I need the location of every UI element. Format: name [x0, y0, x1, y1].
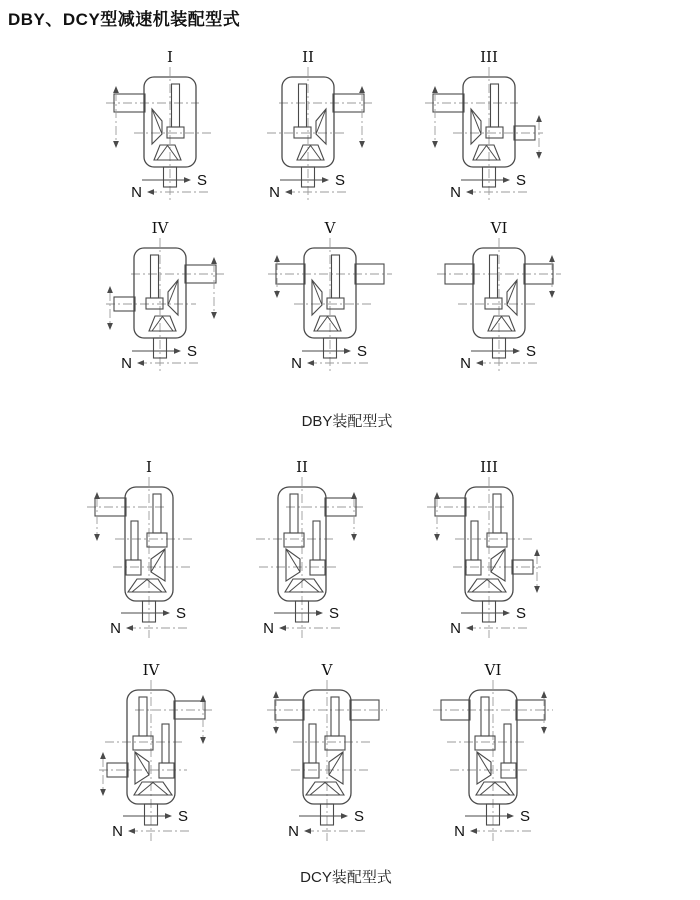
direction-arrow	[165, 813, 172, 819]
direction-arrow	[432, 86, 438, 93]
direction-arrow	[359, 86, 365, 93]
direction-arrow	[94, 492, 100, 499]
s-label: S	[516, 605, 527, 622]
gear-shaft	[490, 255, 498, 298]
direction-arrow	[274, 255, 280, 262]
gear-detail-line	[471, 109, 481, 134]
direction-arrow	[137, 360, 144, 366]
direction-arrow	[536, 115, 542, 122]
n-label: N	[460, 355, 471, 372]
diagram-label: V	[321, 661, 333, 679]
diagram-dby-IV	[106, 219, 224, 373]
s-label: S	[357, 343, 368, 360]
gear-shaft	[331, 697, 339, 736]
direction-arrow	[147, 189, 154, 195]
gear-block	[313, 521, 320, 560]
diagram-dby-VI	[437, 219, 561, 373]
bevel-pinion	[168, 280, 178, 315]
direction-arrow	[316, 610, 323, 616]
bevel-pinion	[491, 549, 505, 581]
n-label: N	[450, 620, 461, 637]
direction-arrow	[549, 255, 555, 262]
gear-block	[147, 533, 167, 547]
diagram-dcy-IV	[99, 661, 213, 841]
gear-block	[294, 127, 311, 138]
gear-block	[126, 560, 141, 575]
gear-detail-line	[472, 580, 487, 593]
gear-block	[159, 763, 174, 778]
gear-detail-line	[152, 109, 162, 134]
direction-arrow	[200, 737, 206, 744]
direction-arrow	[274, 291, 280, 298]
gear-detail-line	[168, 280, 178, 305]
direction-arrow	[534, 549, 540, 556]
n-label: N	[110, 620, 121, 637]
direction-arrow	[211, 312, 217, 319]
gear-shaft	[172, 84, 180, 127]
diagram-dcy-II	[256, 458, 364, 638]
diagram-label: IV	[151, 219, 169, 237]
gear-detail-line	[286, 549, 300, 572]
gear-detail-line	[310, 783, 325, 796]
n-label: N	[263, 620, 274, 637]
diagram-label: III	[480, 458, 498, 476]
direction-arrow	[200, 695, 206, 702]
direction-arrow	[100, 752, 106, 759]
direction-arrow	[307, 360, 314, 366]
n-label: N	[131, 184, 142, 201]
direction-arrow	[107, 286, 113, 293]
diagram-label: VI	[484, 661, 502, 679]
direction-arrow	[549, 291, 555, 298]
gear-block	[471, 521, 478, 560]
bevel-pinion	[471, 109, 481, 144]
gear-detail-line	[316, 109, 326, 134]
gear-shaft	[151, 255, 159, 298]
direction-arrow	[322, 177, 329, 183]
direction-arrow	[434, 492, 440, 499]
bevel-pinion	[312, 280, 322, 315]
diagram-label: I	[146, 458, 152, 476]
bevel-pinion	[152, 109, 162, 144]
gear-detail-line	[507, 280, 517, 305]
n-label: N	[121, 355, 132, 372]
gear-block	[310, 560, 325, 575]
bevel-pinion	[329, 752, 343, 784]
bevel-pinion	[477, 752, 491, 784]
direction-arrow	[113, 86, 119, 93]
n-label: N	[454, 823, 465, 840]
diagram-dby-V	[268, 219, 392, 373]
bevel-pinion	[507, 280, 517, 315]
s-label: S	[335, 172, 346, 189]
direction-arrow	[100, 789, 106, 796]
bevel-pinion	[151, 549, 165, 581]
s-label: S	[176, 605, 187, 622]
direction-arrow	[507, 813, 514, 819]
s-label: S	[526, 343, 537, 360]
gear-shaft	[139, 697, 147, 736]
page-title: DBY、DCY型减速机装配型式	[8, 10, 241, 29]
direction-arrow	[113, 141, 119, 148]
direction-arrow	[341, 813, 348, 819]
gear-block	[487, 533, 507, 547]
direction-arrow	[513, 348, 520, 354]
direction-arrow	[534, 586, 540, 593]
direction-arrow	[536, 152, 542, 159]
direction-arrow	[541, 727, 547, 734]
direction-arrow	[344, 348, 351, 354]
direction-arrow	[470, 828, 477, 834]
gear-shaft	[491, 84, 499, 127]
diagram-label: II	[296, 458, 308, 476]
gear-block	[131, 521, 138, 560]
bevel-pinion	[135, 752, 149, 784]
gear-shaft	[299, 84, 307, 127]
gear-block	[162, 724, 169, 763]
direction-arrow	[434, 534, 440, 541]
direction-arrow	[273, 727, 279, 734]
direction-arrow	[503, 177, 510, 183]
gear-detail-line	[304, 580, 319, 593]
gear-detail-line	[151, 549, 165, 572]
n-label: N	[269, 184, 280, 201]
direction-arrow	[107, 323, 113, 330]
direction-arrow	[285, 189, 292, 195]
diagram-dcy-I	[87, 458, 195, 638]
gear-detail-line	[477, 752, 491, 775]
direction-arrow	[304, 828, 311, 834]
diagram-dcy-V	[267, 661, 387, 841]
gear-detail-line	[132, 580, 147, 593]
diagram-label: VI	[490, 219, 508, 237]
direction-arrow	[466, 625, 473, 631]
gear-shaft	[493, 494, 501, 533]
gear-shaft	[153, 494, 161, 533]
direction-arrow	[359, 141, 365, 148]
gear-shaft	[332, 255, 340, 298]
direction-arrow	[94, 534, 100, 541]
direction-arrow	[351, 492, 357, 499]
diagram-label: V	[324, 219, 336, 237]
direction-arrow	[476, 360, 483, 366]
diagram-label: I	[167, 48, 173, 66]
diagram-dby-I	[106, 48, 211, 202]
gear-detail-line	[491, 549, 505, 572]
s-label: S	[187, 343, 198, 360]
gear-shaft	[290, 494, 298, 533]
gear-block	[475, 736, 495, 750]
diagram-label: II	[302, 48, 314, 66]
s-label: S	[520, 808, 531, 825]
s-label: S	[178, 808, 189, 825]
caption-dcy: DCY装配型式	[300, 869, 392, 886]
gear-detail-line	[135, 752, 149, 775]
n-label: N	[288, 823, 299, 840]
gear-block	[304, 763, 319, 778]
diagram-label: III	[480, 48, 498, 66]
direction-arrow	[211, 257, 217, 264]
diagram-dcy-III	[427, 458, 541, 638]
n-label: N	[112, 823, 123, 840]
direction-arrow	[279, 625, 286, 631]
gear-block	[466, 560, 481, 575]
gear-block	[133, 736, 153, 750]
gear-block	[485, 298, 502, 309]
s-label: S	[354, 808, 365, 825]
gear-block	[284, 533, 304, 547]
direction-arrow	[273, 691, 279, 698]
diagram-dby-II	[267, 48, 372, 202]
direction-arrow	[128, 828, 135, 834]
gear-block	[309, 724, 316, 763]
gear-detail-line	[495, 783, 510, 796]
s-label: S	[516, 172, 527, 189]
gear-detail-line	[329, 752, 343, 775]
n-label: N	[291, 355, 302, 372]
n-label: N	[450, 184, 461, 201]
direction-arrow	[163, 610, 170, 616]
bevel-pinion	[316, 109, 326, 144]
direction-arrow	[466, 189, 473, 195]
direction-arrow	[351, 534, 357, 541]
gear-block	[501, 763, 516, 778]
diagram-label: IV	[142, 661, 160, 679]
direction-arrow	[184, 177, 191, 183]
direction-arrow	[174, 348, 181, 354]
s-label: S	[197, 172, 208, 189]
gear-detail-line	[312, 280, 322, 305]
direction-arrow	[541, 691, 547, 698]
direction-arrow	[432, 141, 438, 148]
gear-block	[504, 724, 511, 763]
gear-detail-line	[153, 783, 168, 796]
direction-arrow	[503, 610, 510, 616]
gear-shaft	[481, 697, 489, 736]
s-label: S	[329, 605, 340, 622]
diagram-dcy-VI	[433, 661, 553, 841]
caption-dby: DBY装配型式	[301, 413, 393, 430]
gear-block	[325, 736, 345, 750]
direction-arrow	[126, 625, 133, 631]
bevel-pinion	[286, 549, 300, 581]
diagram-dby-III	[425, 48, 543, 202]
